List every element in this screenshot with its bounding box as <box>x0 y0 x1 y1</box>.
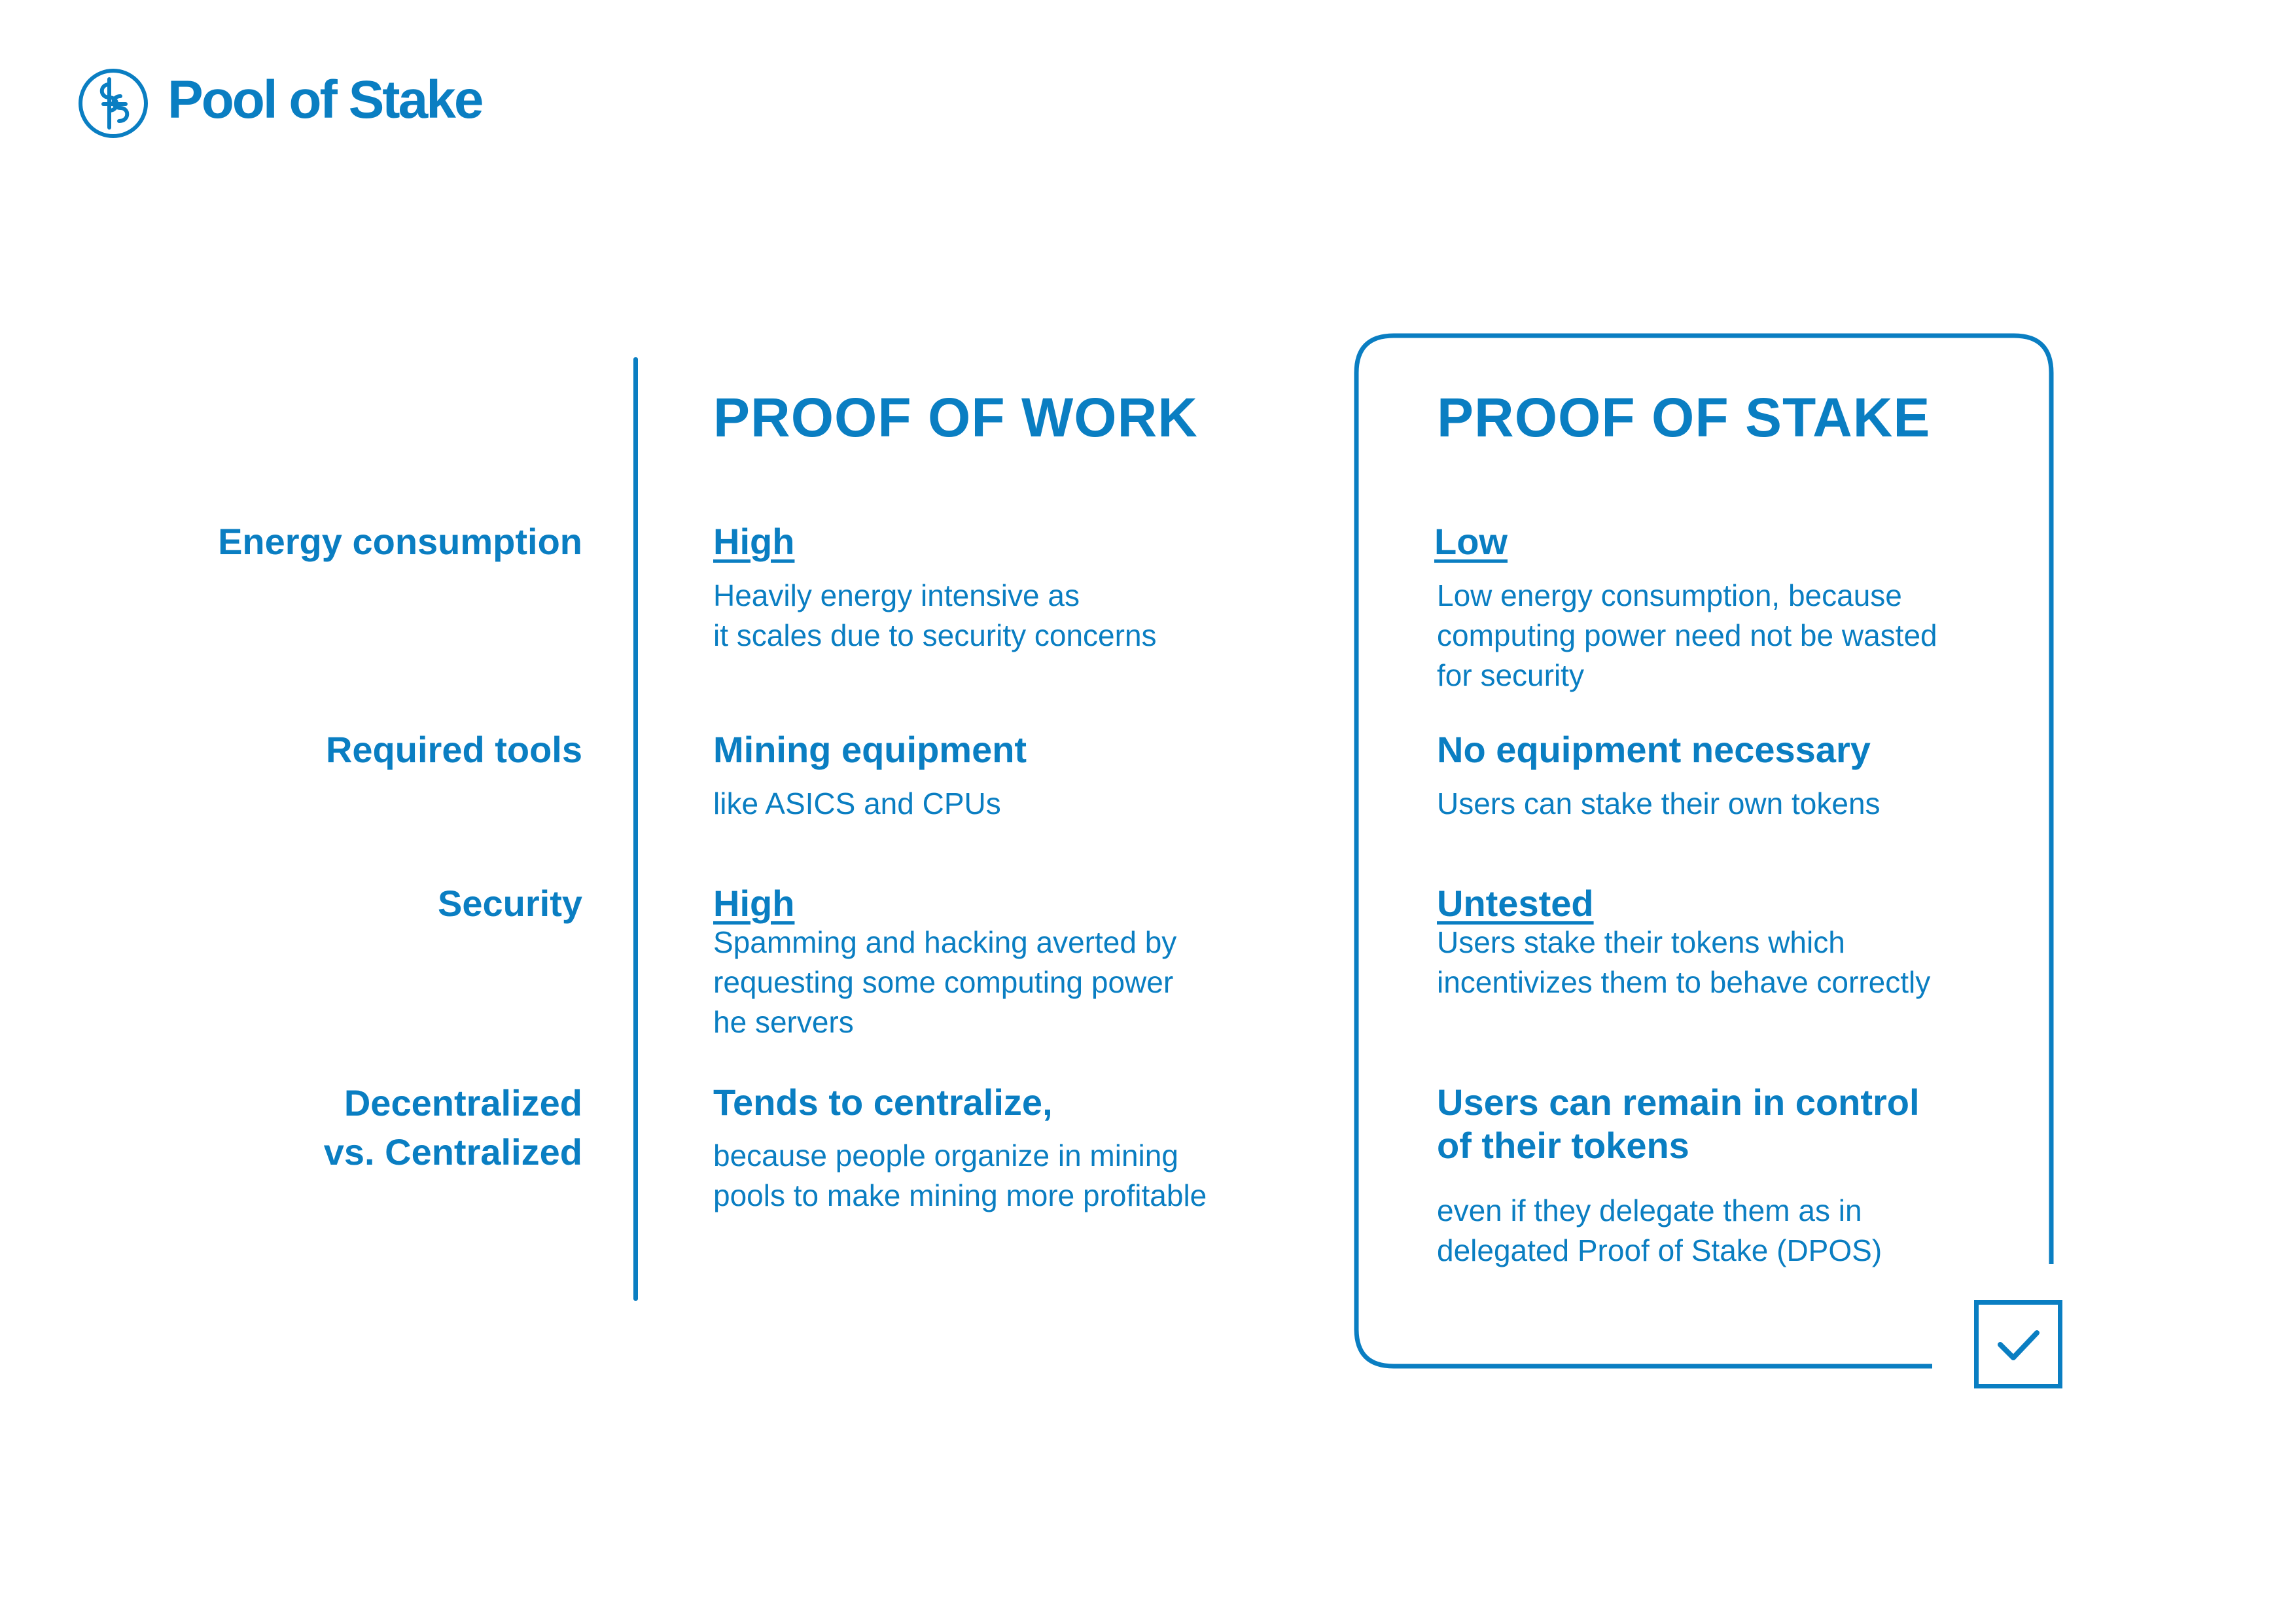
pos-energy-desc: Low energy consumption, because computing power need not be wasted for security <box>1437 578 1937 692</box>
pos-decentralized-value-line2: of their tokens <box>1437 1125 1689 1166</box>
proof-of-stake-heading: PROOF OF STAKE <box>1437 387 1931 448</box>
pow-security-desc: Spamming and hacking averted by requesting some computing power he servers <box>713 925 1177 1039</box>
pos-tools-desc: Users can stake their own tokens <box>1437 786 1881 821</box>
row-label-tools: Required tools <box>325 729 582 770</box>
brand-name: Pool of Stake <box>168 70 482 130</box>
pow-energy-value: High <box>713 521 795 562</box>
pos-security-value: Untested <box>1437 883 1594 924</box>
row-label-decentralized-line2: vs. Centralized <box>323 1131 582 1173</box>
pos-decentralized-value <box>1437 1081 2006 1167</box>
pow-tools-desc: like ASICS and CPUs <box>713 786 1001 821</box>
pow-security-value: High <box>713 883 795 924</box>
pos-security-desc: Users stake their tokens which incentivizes them to behave correctly <box>1437 925 1931 999</box>
row-label-security: Security <box>438 883 582 924</box>
pow-decentralized-desc: because people organize in mining pools to make mining more profitable <box>713 1139 1207 1212</box>
pow-tools-value: Mining equipment <box>713 729 1027 770</box>
pos-energy-value: Low <box>1434 521 1508 562</box>
column-divider <box>633 357 638 1301</box>
row-label-energy: Energy consumption <box>218 521 582 562</box>
proof-of-work-heading: PROOF OF WORK <box>713 387 1198 448</box>
pos-decentralized-desc: even if they delegate them as in delegated Proof of Stake (DPOS) <box>1437 1193 1882 1267</box>
pos-decentralized-value-line1: Users can remain in control <box>1437 1082 1920 1123</box>
checkmark-icon <box>1974 1300 2062 1388</box>
pow-decentralized-value: Tends to centralize, <box>713 1082 1053 1123</box>
row-label-decentralized-line1: Decentralized <box>344 1082 582 1123</box>
row-label-decentralized <box>131 1078 582 1176</box>
pow-energy-desc: Heavily energy intensive as it scales due to security concerns <box>713 578 1157 652</box>
pos-tools-value: No equipment necessary <box>1437 729 1871 770</box>
